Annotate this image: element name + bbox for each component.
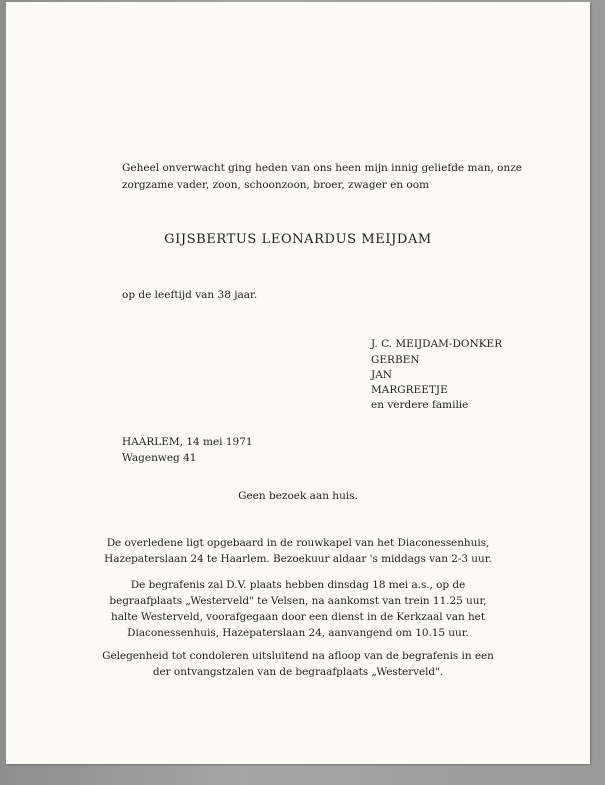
- funeral-line-2: begraafplaats „Westerveld" te Velsen, na aankomst van trein 11.25 uur,: [109, 595, 487, 607]
- family-member-1: J. C. MEIJDAM-DONKER: [371, 338, 503, 350]
- family-member-3: JAN: [371, 369, 392, 381]
- intro-line-2: zorgzame vader, zoon, schoonzoon, broer, zwager en oom: [122, 179, 430, 191]
- condolence-line-1: Gelegenheid tot condoleren uitsluitend na afloop van de begrafenis in een: [102, 650, 494, 662]
- intro-line-1: Geheel onverwacht ging heden van ons heen mijn innig geliefde man, onze: [122, 162, 522, 174]
- laid-out-line-1: De overledene ligt opgebaard in de rouwkapel van het Diaconessenhuis,: [106, 537, 490, 549]
- no-visit-notice: Geen bezoek aan huis.: [238, 490, 358, 502]
- deceased-name: GIJSBERTUS LEONARDUS MEIJDAM: [164, 232, 432, 247]
- family-member-4: MARGREETJE: [371, 384, 448, 396]
- death-notice-card: [6, 2, 590, 764]
- funeral-line-3: halte Westerveld, voorafgegaan door een dienst in de Kerkzaal van het: [111, 611, 485, 623]
- place-date: HAARLEM, 14 mei 1971: [122, 436, 253, 448]
- condolence-line-2: der ontvangstzalen van de begraafplaats „Westerveld".: [152, 666, 444, 678]
- laid-out-line-2: Hazepaterslaan 24 te Haarlem. Bezoekuur aldaar 's middags van 2-3 uur.: [104, 553, 492, 565]
- funeral-line-4: Diaconessenhuis, Hazepaterslaan 24, aanvangend om 10.15 uur.: [127, 627, 469, 639]
- funeral-line-1: De begrafenis zal D.V. plaats hebben dinsdag 18 mei a.s., op de: [130, 579, 466, 591]
- age-line: op de leeftijd van 38 jaar.: [122, 289, 258, 301]
- family-extended: en verdere familie: [371, 399, 469, 411]
- family-member-2: GERBEN: [371, 354, 420, 366]
- address: Wagenweg 41: [122, 452, 197, 464]
